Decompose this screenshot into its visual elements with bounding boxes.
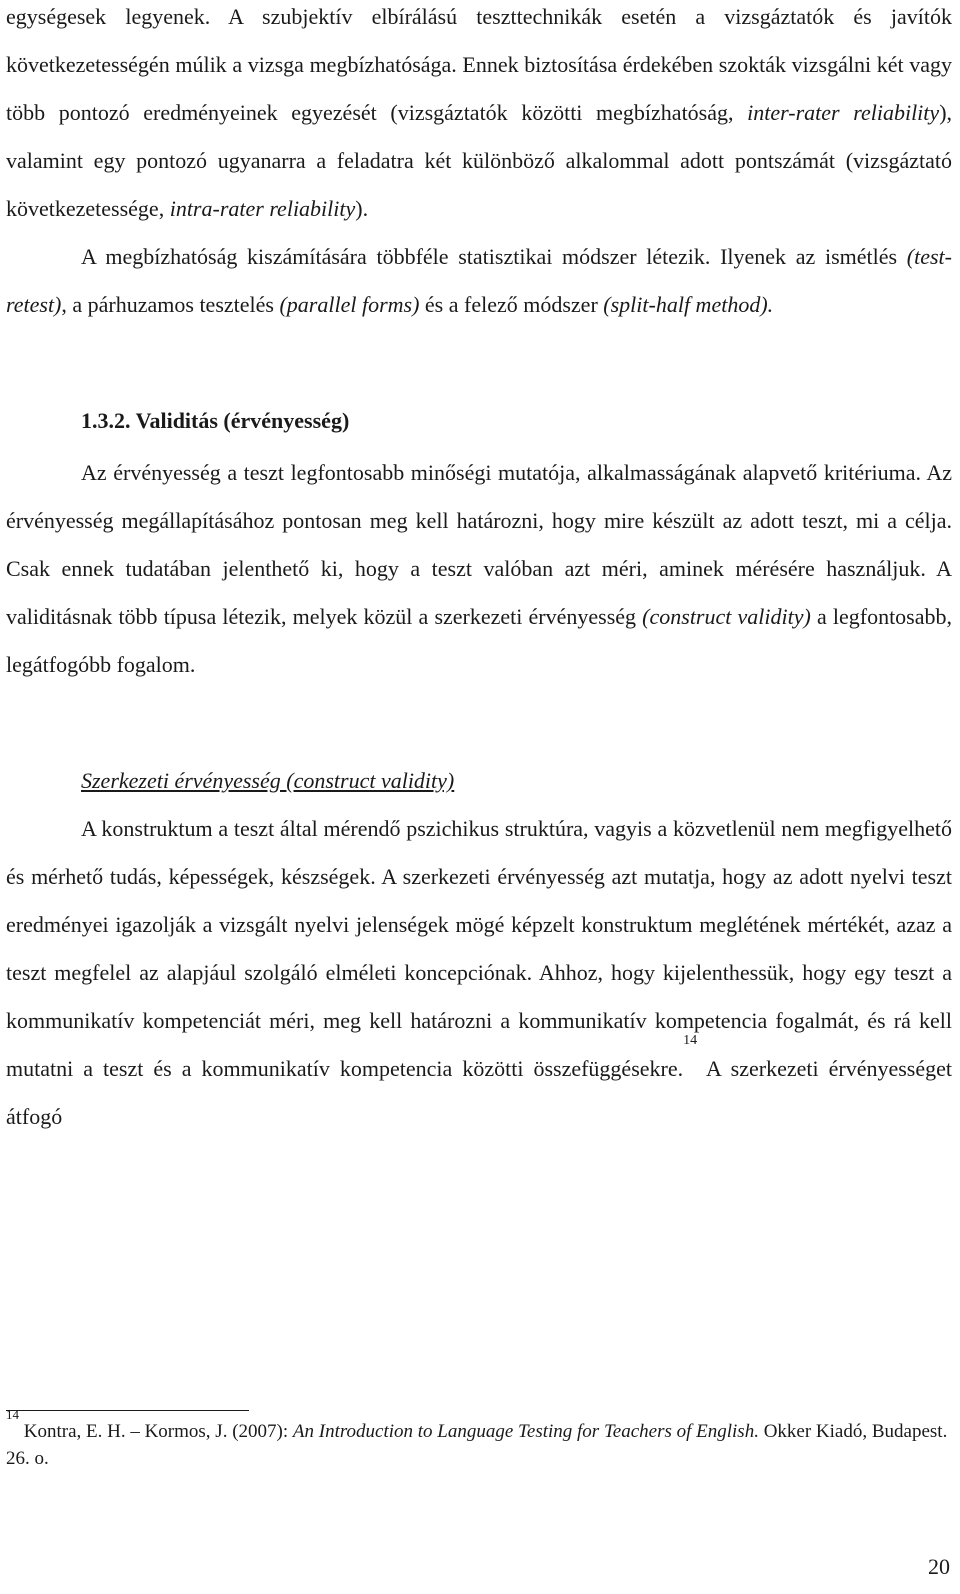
text-run: ), valamint egy pontozó ugyanarra a feladatra két különböző alkalommal adott pontszámát (vizsgáztató következetessége, [6, 100, 953, 221]
text-run: a legfontosabb, legátfogóbb fogalom. [6, 604, 953, 677]
text-run: A megbízhatóság kiszámítására többféle statisztikai módszer létezik. Ilyenek az ismétlés [81, 244, 907, 269]
italic-term: intra-rater reliability [169, 196, 356, 221]
italic-term: (parallel forms) [279, 292, 420, 317]
paragraph-reliability-raters [6, 0, 952, 233]
paragraph-construct [6, 805, 952, 1141]
footnote-title: An Introduction to Language Testing for Teachers of English. [292, 1421, 759, 1442]
page-number: 20 [928, 1554, 950, 1579]
text-run: , a párhuzamos tesztelés [61, 292, 280, 317]
text-run: ). [355, 196, 369, 221]
text-run: A szerkezeti érvényességet átfogó [6, 1056, 952, 1129]
footnote-text: Kontra, E. H. – Kormos, J. (2007): [19, 1421, 293, 1442]
text-run: A konstruktum a teszt által mérendő pszichikus struktúra, vagyis a közvetlenül nem megfigyelhető és mérhető tudás, képességek, készségek. A szerkezeti érvényesség azt mutatja, hogy az adott nyelvi teszt eredményei igazolják a vizsgált nyelvi jelenségek mögé képzelt konstruktum meglétének mértékét, azaz a teszt megfelel az alapjául szolgáló elméleti koncepciónak. Ahhoz, hogy kijelenthessük, hogy egy teszt a kommunikatív kompetenciát méri, meg kell határozni a kommunikatív kompetencia fogalmát, és rá kell mutatni a teszt és a kommunikatív kompetencia közötti összefüggésekre. [6, 816, 952, 1081]
text-run: és a felező módszer [419, 292, 604, 317]
italic-term: (construct validity) [642, 604, 811, 629]
italic-term: inter-rater reliability [747, 100, 940, 125]
document-page [6, 0, 952, 1141]
paragraph-validity [6, 449, 952, 689]
italic-term: (test-retest) [6, 244, 952, 317]
text-run: egységesek legyenek. A szubjektív elbírálású teszttechnikák esetén a vizsgáztatók és javítók következetességén múlik a vizsga megbízhatósága. Ennek biztosítása érdekében szokták vizsgálni két vagy több pontozó eredményeinek egyezését (vizsgáztatók közötti megbízhatóság, [6, 4, 952, 125]
footnote-number: 14 [6, 1407, 19, 1422]
italic-term: (split-half method). [603, 292, 774, 317]
footnote [6, 1407, 952, 1472]
footnote-text: Okker Kiadó, Budapest. 26. o. [6, 1421, 948, 1469]
footnote-divider [6, 1410, 249, 1411]
section-heading: 1.3.2. Validitás (érvényesség) [81, 408, 350, 433]
subsection-heading: Szerkezeti érvényesség (construct validity) [81, 768, 455, 793]
text-run: Az érvényesség a teszt legfontosabb minőségi mutatója, alkalmasságának alapvető kritériuma. Az érvényesség megállapításához pontosan meg kell határozni, hogy mire készült az adott teszt, mi a célja. Csak ennek tudatában jelenthető ki, hogy a teszt valóban azt méri, aminek mérésére használjuk. A validitásnak több típusa létezik, melyek közül a szerkezeti érvényesség [6, 460, 952, 629]
paragraph-reliability-methods [6, 233, 952, 329]
footnote-reference[interactable]: 14 [683, 1033, 698, 1048]
